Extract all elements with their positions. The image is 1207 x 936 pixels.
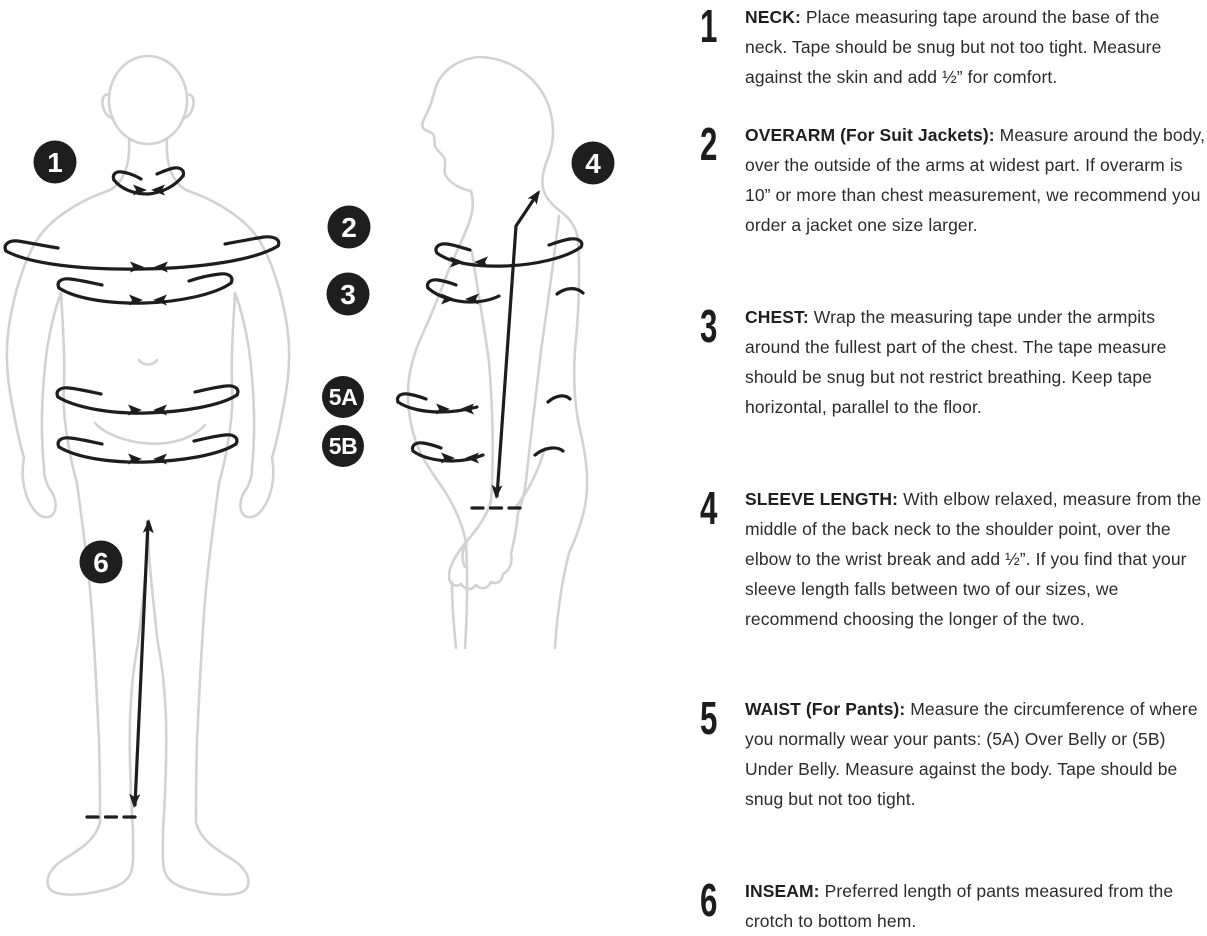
instruction-text — [745, 694, 1206, 814]
badge-waist-over-belly — [322, 376, 364, 418]
instruction-body: With elbow relaxed, measure from the middle of the back neck to the shoulder point, over the elbow to the wrist break and add ½”. If you find that your sleeve length falls between two of our sizes, we recommend choosing the longer of the two. — [745, 489, 1202, 629]
svg-text:4: 4 — [585, 148, 601, 179]
instructions-column — [700, 0, 1206, 934]
instruction-text — [745, 876, 1206, 936]
side-head-back — [477, 57, 560, 211]
side-far-leg — [452, 582, 456, 648]
front-right-leg-outer — [196, 483, 219, 822]
front-left-foot — [48, 822, 134, 895]
svg-text:6: 6 — [93, 547, 109, 578]
side-chest-arc — [436, 239, 582, 268]
instruction-number: 3 — [700, 300, 717, 352]
overarm-measure-arc — [5, 237, 279, 273]
instruction-item-overarm — [700, 120, 1206, 240]
sleeve-length-arrow — [472, 187, 545, 508]
instruction-text — [745, 302, 1206, 422]
side-underchest-arc — [427, 280, 583, 305]
side-back — [555, 211, 587, 648]
side-hand — [449, 501, 518, 589]
badge-waist-under-belly — [322, 425, 364, 467]
svg-text:5B: 5B — [328, 433, 358, 459]
front-left-leg-outer — [77, 483, 100, 822]
front-right-leg-inner — [148, 528, 166, 831]
instruction-item-waist — [700, 694, 1206, 814]
badge-neck — [34, 141, 77, 184]
measurement-marks — [5, 168, 583, 817]
instruction-label: WAIST (For Pants): — [745, 699, 906, 719]
instruction-number: 5 — [700, 692, 717, 744]
instruction-number: 2 — [700, 118, 717, 170]
svg-text:2: 2 — [341, 212, 357, 243]
instruction-item-neck — [700, 2, 1206, 92]
instruction-text — [745, 484, 1206, 634]
side-front-torso — [408, 191, 473, 648]
instruction-label: NECK: — [745, 7, 801, 27]
instruction-item-inseam — [700, 876, 1206, 936]
svg-text:1: 1 — [47, 147, 63, 178]
instruction-label: SLEEVE LENGTH: — [745, 489, 899, 509]
waist-over-belly-arc — [57, 386, 238, 416]
instruction-item-sleeve-length — [700, 484, 1206, 634]
side-body-figure — [408, 57, 587, 648]
front-neck-left — [102, 140, 129, 193]
svg-text:5A: 5A — [328, 384, 358, 410]
instruction-body: Wrap the measuring tape under the armpits around the fullest part of the chest. The tape measure should be snug but not restrict breathing. Keep tape horizontal, parallel to the floor. — [745, 307, 1167, 417]
side-waist-over-belly-arc — [397, 394, 570, 415]
instruction-body: Place measuring tape around the base of the neck. Tape should be snug but not too tight. Measure against the skin and add ½” for comfort. — [745, 7, 1162, 87]
instruction-item-chest — [700, 302, 1206, 422]
instruction-number: 1 — [700, 0, 717, 52]
front-head — [109, 56, 187, 144]
instruction-body: Measure around the body, over the outside of the arms at widest part. If overarm is 10” or more than chest measurement, we recommend you order a jacket one size larger. — [745, 125, 1206, 235]
neck-measure-arc — [113, 168, 183, 196]
instruction-number: 4 — [700, 482, 717, 534]
instruction-body: Preferred length of pants measured from the crotch to bottom hem. — [745, 881, 1174, 931]
waist-under-belly-arc — [58, 435, 237, 465]
front-right-foot — [163, 822, 249, 895]
badge-overarm — [328, 206, 371, 249]
instruction-body: Measure the circumference of where you normally wear your pants: (5A) Over Belly or (5B) Under Belly. Measure against the body. Tape should be snug but not too tight. — [745, 699, 1198, 809]
svg-text:3: 3 — [340, 279, 356, 310]
instruction-text — [745, 2, 1206, 92]
chest-measure-arc — [58, 274, 232, 306]
badge-sleeve — [572, 142, 615, 185]
badge-chest — [327, 273, 370, 316]
front-belly-crease — [95, 423, 205, 444]
instruction-number: 6 — [700, 874, 717, 926]
side-hip-crease — [515, 448, 545, 508]
badge-inseam — [80, 541, 123, 584]
side-arm-front — [472, 252, 493, 501]
instruction-label: INSEAM: — [745, 881, 820, 901]
instruction-text — [745, 120, 1206, 240]
front-navel — [139, 360, 157, 365]
instruction-label: OVERARM (For Suit Jackets): — [745, 125, 995, 145]
side-face — [422, 57, 477, 191]
instruction-label: CHEST: — [745, 307, 809, 327]
